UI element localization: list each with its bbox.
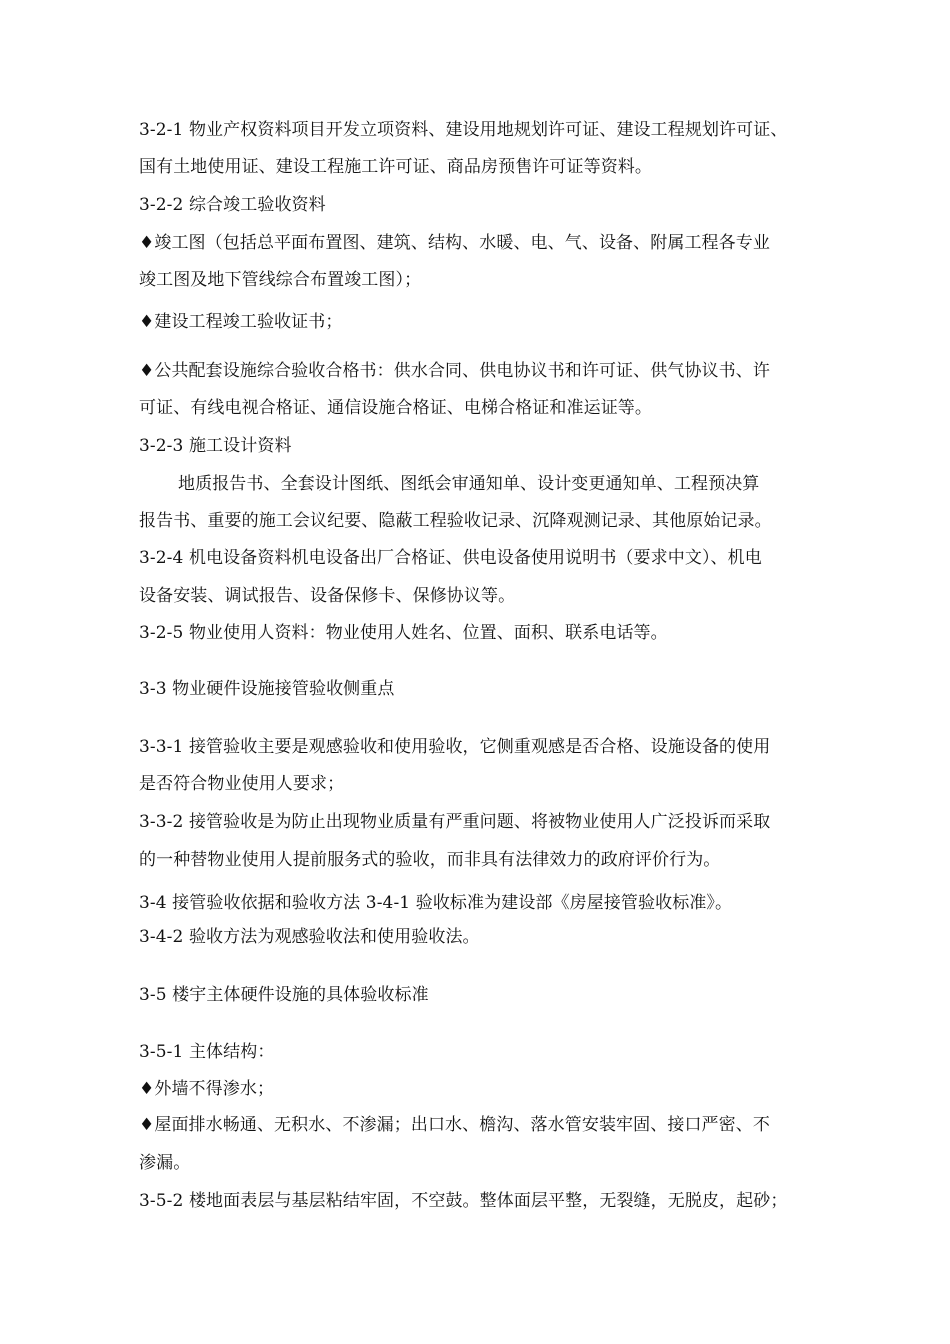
text-line-3-2-4: 3-2-4 机电设备资料机电设备出厂合格证、供电设备使用说明书（要求中文）、机电 [139,548,762,568]
heading-3-2-2: 3-2-2 综合竣工验收资料 [139,195,326,215]
text-line: 国有土地使用证、建设工程施工许可证、商品房预售许可证等资料。 [139,157,652,177]
text-line: 渗漏。 [139,1153,191,1173]
text-line: 的一种替物业使用人提前服务式的验收，而非具有法律效力的政府评价行为。 [139,850,721,870]
text-line: 是否符合物业使用人要求； [139,774,345,794]
text-line: 设备安装、调试报告、设备保修卡、保修协议等。 [139,586,516,606]
heading-3-3: 3-3 物业硬件设施接管验收侧重点 [139,679,395,699]
text-line-3-5-2: 3-5-2 楼地面表层与基层粘结牢固，不空鼓。整体面层平整，无裂缝，无脱皮，起砂； [139,1191,788,1211]
text-line: 地质报告书、全套设计图纸、图纸会审通知单、设计变更通知单、工程预决算 [178,474,760,494]
text-line: 可证、有线电视合格证、通信设施合格证、电梯合格证和准运证等。 [139,398,652,418]
text-line-3-3-1: 3-3-1 接管验收主要是观感验收和使用验收，它侧重观感是否合格、设施设备的使用 [139,737,771,757]
bullet-item: ♦屋面排水畅通、无积水、不渗漏；出口水、檐沟、落水管安装牢固、接口严密、不 [139,1115,770,1135]
heading-3-4: 3-4 接管验收依据和验收方法 3-4-1 验收标准为建设部《房屋接管验收标准》。 [139,893,733,913]
text-line: 报告书、重要的施工会议纪要、隐蔽工程验收记录、沉降观测记录、其他原始记录。 [139,511,772,531]
heading-3-2-3: 3-2-3 施工设计资料 [139,436,292,456]
text-line-3-4-2: 3-4-2 验收方法为观感验收法和使用验收法。 [139,927,480,947]
bullet-item: ♦外墙不得渗水； [139,1079,275,1099]
bullet-item: ♦公共配套设施综合验收合格书：供水合同、供电协议书和许可证、供气协议书、许 [139,361,770,381]
text-line-3-2-5: 3-2-5 物业使用人资料：物业使用人姓名、位置、面积、联系电话等。 [139,623,668,643]
text-line-3-2-1: 3-2-1 物业产权资料项目开发立项资料、建设用地规划许可证、建设工程规划许可证、 [139,120,788,140]
text-line: 竣工图及地下管线综合布置竣工图）； [139,270,422,290]
heading-3-5-1: 3-5-1 主体结构： [139,1042,275,1062]
bullet-item: ♦建设工程竣工验收证书； [139,312,343,332]
text-line-3-3-2: 3-3-2 接管验收是为防止出现物业质量有严重问题、将被物业使用人广泛投诉而采取 [139,812,771,832]
bullet-item: ♦竣工图（包括总平面布置图、建筑、结构、水暖、电、气、设备、附属工程各专业 [139,233,770,253]
heading-3-5: 3-5 楼宇主体硬件设施的具体验收标准 [139,985,429,1005]
